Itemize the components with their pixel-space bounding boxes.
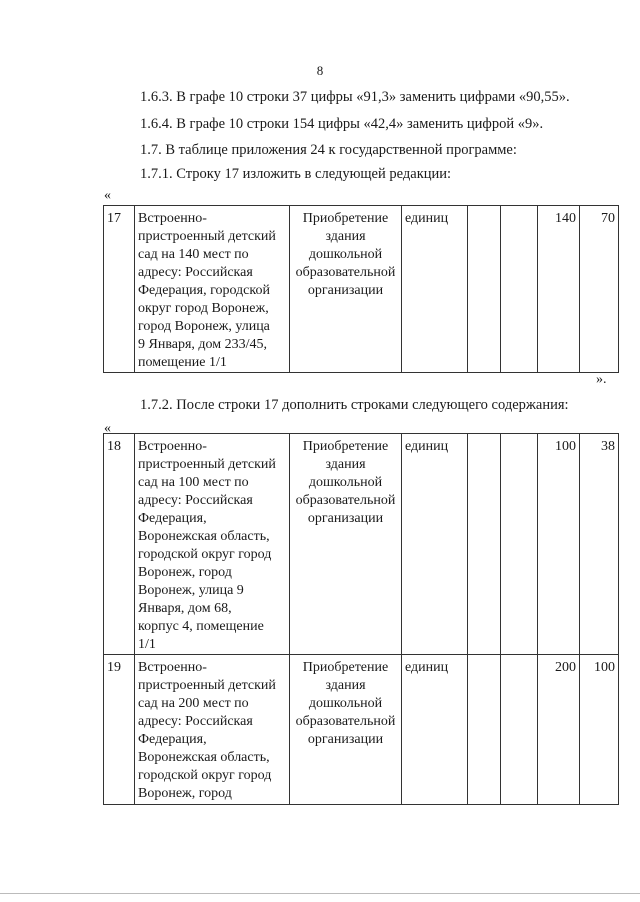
object-name-cell-line: Встроенно- [138, 660, 207, 675]
object-name-cell-line: сад на 200 мест по [138, 696, 249, 711]
empty-cell-5 [468, 434, 501, 655]
value-cell-7: 200 [538, 655, 580, 805]
object-name-cell-line: пристроенный детский [138, 457, 276, 472]
value-cell-8: 70 [580, 206, 619, 373]
object-name-cell-line: Федерация, [138, 732, 207, 747]
object-name-cell-line: Федерация, городской [138, 283, 270, 298]
purpose-cell-line: Приобретение [302, 660, 389, 675]
empty-cell-6 [501, 206, 538, 373]
object-name-cell-line: Федерация, [138, 511, 207, 526]
table-row [104, 434, 619, 655]
opening-quote-1: « [104, 188, 111, 203]
purpose-cell-line: организации [307, 283, 384, 298]
paragraph-1-7-1: 1.7.1. Строку 17 изложить в следующей редакции: [140, 166, 452, 182]
object-name-cell-line: Воронеж, улица 9 [138, 583, 244, 598]
purpose-cell-line: здания [325, 678, 366, 693]
object-name-cell-line: адресу: Российская [138, 493, 253, 508]
purpose-cell-line: дошкольной [308, 696, 383, 711]
value-cell-8: 38 [580, 434, 619, 655]
object-name-cell-line: сад на 140 мест по [138, 247, 249, 262]
object-name-cell [135, 434, 290, 655]
object-name-cell-line: 9 Января, дом 233/45, [138, 337, 268, 352]
paragraph-1-6-4: 1.6.4. В графе 10 строки 154 цифры «42,4» заменить цифрой «9». [140, 116, 544, 132]
value-cell-8: 100 [580, 655, 619, 805]
purpose-cell-line: образовательной [295, 265, 396, 280]
purpose-cell [290, 655, 402, 805]
paragraph-1-6-3: 1.6.3. В графе 10 строки 37 цифры «91,3» заменить цифрами «90,55». [140, 89, 570, 105]
purpose-cell-line: Приобретение [302, 439, 389, 454]
object-name-cell-line: Воронеж, город [138, 565, 232, 580]
object-name-cell-line: городской округ город [138, 547, 272, 562]
page-bottom-edge [0, 893, 640, 894]
object-name-cell-line: город Воронеж, улица [138, 319, 270, 334]
object-name-cell-line: Встроенно- [138, 439, 207, 454]
table-2-body [104, 434, 619, 805]
empty-cell-6 [501, 655, 538, 805]
object-name-cell-line: пристроенный детский [138, 678, 276, 693]
object-name-cell-line: Воронежская область, [138, 529, 270, 544]
purpose-cell-line: здания [325, 457, 366, 472]
purpose-cell [290, 434, 402, 655]
paragraph-1-7-2: 1.7.2. После строки 17 дополнить строками следующего содержания: [140, 397, 569, 413]
purpose-cell [290, 206, 402, 373]
row-number-cell: 17 [104, 206, 135, 373]
object-name-cell-line: Воронежская область, [138, 750, 270, 765]
object-name-cell [135, 206, 290, 373]
object-name-cell-line: Воронеж, город [138, 786, 232, 801]
object-name-cell-line: городской округ город [138, 768, 272, 783]
unit-cell: единиц [402, 434, 468, 655]
purpose-cell-line: образовательной [295, 493, 396, 508]
empty-cell-5 [468, 206, 501, 373]
row-number-cell: 19 [104, 655, 135, 805]
purpose-cell-line: Приобретение [302, 211, 389, 226]
purpose-cell-line: образовательной [295, 714, 396, 729]
object-name-cell-line: помещение 1/1 [138, 355, 227, 370]
purpose-cell-line: здания [325, 229, 366, 244]
row-number-cell: 18 [104, 434, 135, 655]
opening-quote-2: « [104, 421, 111, 436]
table-row [104, 206, 619, 373]
object-name-cell-line: адресу: Российская [138, 714, 253, 729]
purpose-cell-line: организации [307, 732, 384, 747]
object-name-cell-line: корпус 4, помещение [138, 619, 264, 634]
purpose-cell-line: дошкольной [308, 247, 383, 262]
page-number: 8 [316, 63, 324, 78]
object-name-cell-line: 1/1 [138, 637, 156, 652]
empty-cell-6 [501, 434, 538, 655]
unit-cell: единиц [402, 206, 468, 373]
table-rows-18-19 [103, 433, 619, 805]
object-name-cell-line: Встроенно- [138, 211, 207, 226]
table-1-body [104, 206, 619, 373]
empty-cell-5 [468, 655, 501, 805]
paragraph-1-7: 1.7. В таблице приложения 24 к государственной программе: [140, 142, 517, 158]
object-name-cell-line: Января, дом 68, [138, 601, 232, 616]
closing-quote: ». [596, 372, 607, 387]
unit-cell: единиц [402, 655, 468, 805]
object-name-cell-line: сад на 100 мест по [138, 475, 249, 490]
object-name-cell-line: округ город Воронеж, [138, 301, 269, 316]
purpose-cell-line: дошкольной [308, 475, 383, 490]
table-row-17 [103, 205, 619, 373]
object-name-cell-line: адресу: Российская [138, 265, 253, 280]
purpose-cell-line: организации [307, 511, 384, 526]
table-row [104, 655, 619, 805]
value-cell-7: 140 [538, 206, 580, 373]
object-name-cell [135, 655, 290, 805]
object-name-cell-line: пристроенный детский [138, 229, 276, 244]
value-cell-7: 100 [538, 434, 580, 655]
